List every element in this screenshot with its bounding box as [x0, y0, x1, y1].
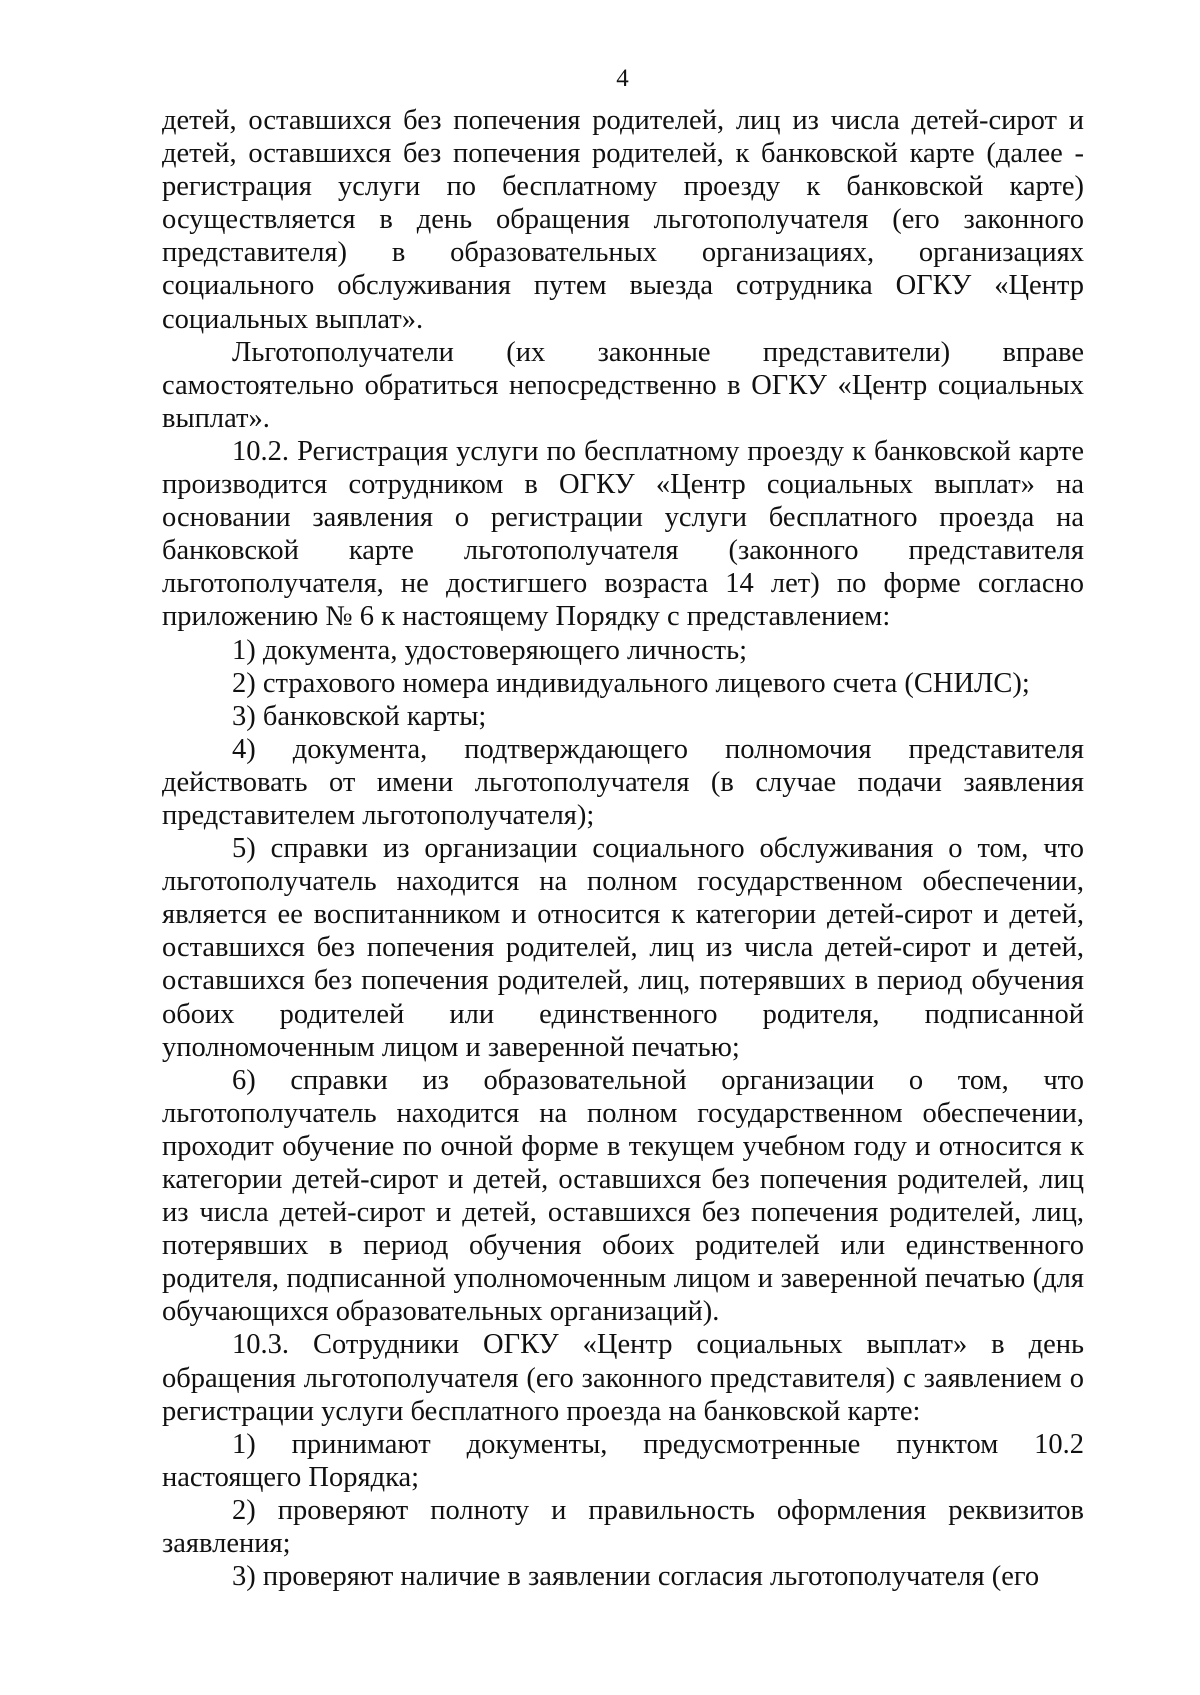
paragraph-section-10-3: 10.3. Сотрудники ОГКУ «Центр социальных выплат» в день обращения льготополучателя (его законного представителя) с заявлением о регистрации услуги бесплатного проезда на банковской карте:	[162, 1329, 1084, 1427]
list-item-10-3-1: 1) принимают документы, предусмотренные пунктом 10.2 настоящего Порядка;	[162, 1428, 1084, 1493]
list-item-10-2-6: 6) справки из образовательной организации о том, что льготополучатель находится на полном государственном обеспечении, проходит обучение по очной форме в текущем учебном году и относится к категории детей-сирот и детей, оставшихся без попечения родителей, лиц из числа детей-сирот и детей, оставшихся без попечения родителей, лиц, потерявших в период обучения обоих родителей или единственного родителя, подписанной уполномоченным лицом и заверенной печатью (для обучающихся образовательных организаций).	[162, 1064, 1084, 1328]
list-item-10-2-4: 4) документа, подтверждающего полномочия представителя действовать от имени льготополучателя (в случае подачи заявления представителем льготополучателя);	[162, 733, 1084, 831]
list-item-10-2-2: 2) страхового номера индивидуального лицевого счета (СНИЛС);	[232, 667, 1030, 699]
page-number: 4	[616, 65, 629, 92]
list-item-10-2-5: 5) справки из организации социального обслуживания о том, что льготополучатель находится на полном государственном обеспечении, является ее воспитанником и относится к категории детей-сирот и детей, оставшихся без попечения родителей, лиц из числа детей-сирот и детей, оставшихся без попечения родителей, лиц, потерявших в период обучения обоих родителей или единственного родителя, подписанной уполномоченным лицом и заверенной печатью;	[162, 833, 1084, 1063]
list-item-10-3-2: 2) проверяют полноту и правильность оформления реквизитов заявления;	[162, 1494, 1084, 1560]
paragraph-continuation: детей, оставшихся без попечения родителей, лиц из числа детей-сирот и детей, оставшихся без попечения родителей, к банковской карте (далее - регистрация услуги по бесплатному проезду к банковской карте) осуществляется в день обращения льготополучателя (его законного представителя) в образовательных организациях, организациях социального обслуживания путем выезда сотрудника ОГКУ «Центр социальных выплат».	[162, 105, 1084, 335]
paragraph-recipients-right: Льготополучатели (их законные представители) вправе самостоятельно обратиться непосредственно в ОГКУ «Центр социальных выплат».	[162, 336, 1084, 434]
paragraph-section-10-2: 10.2. Регистрация услуги по бесплатному проезду к банковской карте производится сотрудником в ОГКУ «Центр социальных выплат» на основании заявления о регистрации услуги бесплатного проезда на банковской карте льготополучателя (законного представителя льготополучателя, не достигшего возраста 14 лет) по форме согласно приложению № 6 к настоящему Порядку с представлением:	[162, 435, 1084, 633]
list-item-10-2-1: 1) документа, удостоверяющего личность;	[232, 634, 748, 666]
list-item-10-2-3: 3) банковской карты;	[232, 700, 487, 732]
list-item-10-3-3: 3) проверяют наличие в заявлении согласия льготополучателя (его	[232, 1561, 1040, 1593]
document-body	[162, 104, 1084, 1593]
